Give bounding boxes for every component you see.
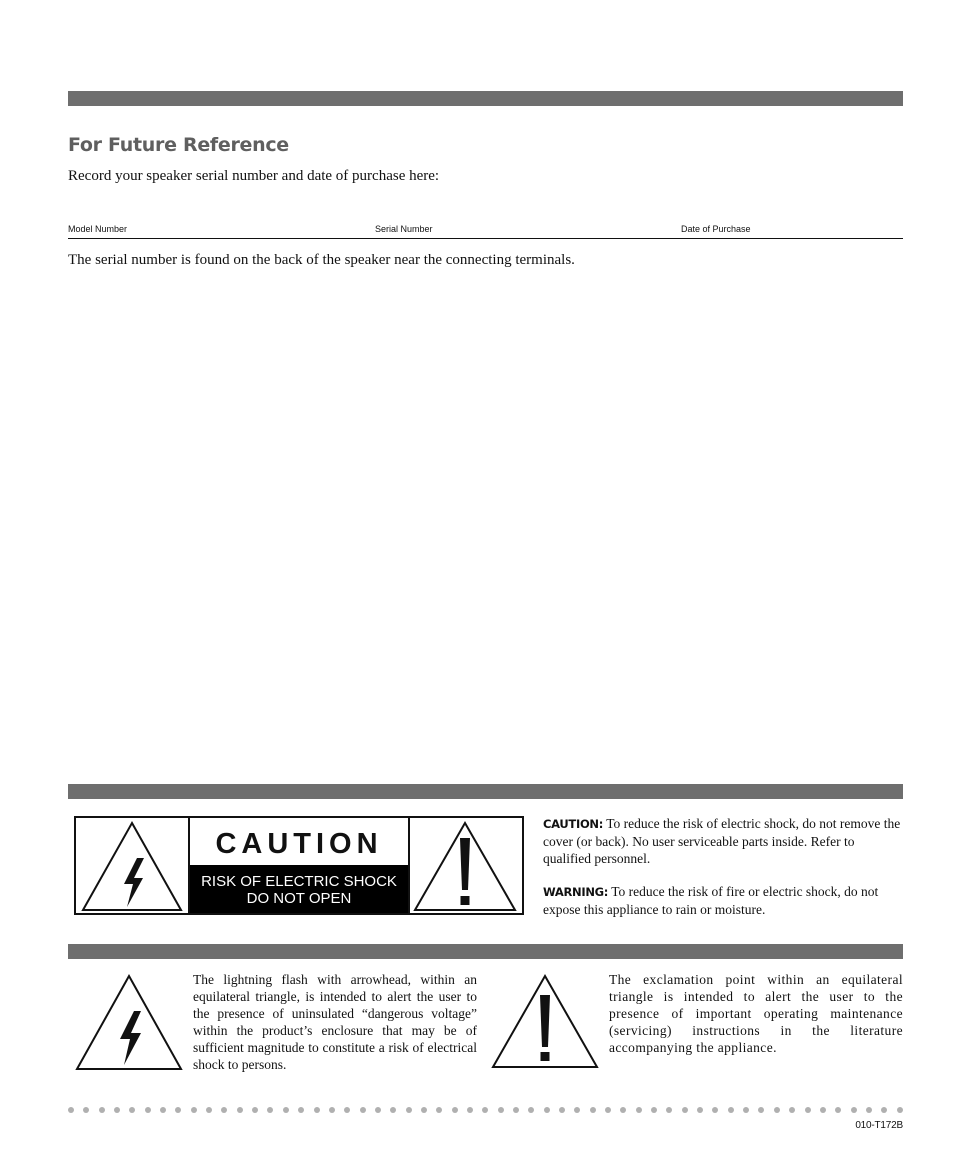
- rule-dot: [482, 1107, 488, 1113]
- rule-dot: [851, 1107, 857, 1113]
- rule-dot: [406, 1107, 412, 1113]
- warning-lead: WARNING:: [543, 885, 609, 899]
- exclamation-explanation: The exclamation point within an equilateral triangle is intended to alert the user to the presence of important operating maintenance (servicing) instructions in the literature accompanying the appliance.: [609, 972, 903, 1055]
- lightning-triangle-icon: [80, 820, 184, 912]
- rule-dot: [175, 1107, 181, 1113]
- model-number-label: Model Number: [68, 224, 128, 234]
- rule-dot: [114, 1107, 120, 1113]
- rule-dot: [206, 1107, 212, 1113]
- rule-dot: [605, 1107, 611, 1113]
- rule-dot: [436, 1107, 442, 1113]
- rule-dot: [866, 1107, 872, 1113]
- caution-band: [190, 865, 408, 913]
- rule-dot: [651, 1107, 657, 1113]
- rule-dot: [697, 1107, 703, 1113]
- caution-text: To reduce the risk of electric shock, do not remove the cover (or back). No user serviceable parts inside. Refer to qualified personnel.: [543, 816, 901, 866]
- rule-dot: [728, 1107, 734, 1113]
- rule-dot: [68, 1107, 74, 1113]
- rule-dot: [758, 1107, 764, 1113]
- rule-dot: [452, 1107, 458, 1113]
- rule-dot: [666, 1107, 672, 1113]
- rule-dot: [314, 1107, 320, 1113]
- rule-dot: [574, 1107, 580, 1113]
- rule-dot: [221, 1107, 227, 1113]
- rule-dot: [620, 1107, 626, 1113]
- rule-dot: [237, 1107, 243, 1113]
- exclamation-symbol-icon: [490, 973, 600, 1069]
- exclamation-triangle-icon: [412, 820, 518, 912]
- rule-dot: [881, 1107, 887, 1113]
- rule-dot: [590, 1107, 596, 1113]
- section-title: For Future Reference: [68, 134, 289, 156]
- rule-dot: [559, 1107, 565, 1113]
- caution-band-line-2: DO NOT OPEN: [246, 890, 352, 907]
- rule-dot: [544, 1107, 550, 1113]
- caution-word: CAUTION: [215, 828, 383, 860]
- lower-divider-bar: [68, 944, 903, 959]
- dotted-rule: [68, 1107, 903, 1115]
- top-divider-bar: [68, 91, 903, 106]
- caution-lead: CAUTION:: [543, 817, 604, 831]
- rule-dot: [421, 1107, 427, 1113]
- rule-dot: [467, 1107, 473, 1113]
- rule-dot: [805, 1107, 811, 1113]
- rule-dot: [360, 1107, 366, 1113]
- rule-dot: [636, 1107, 642, 1113]
- rule-dot: [682, 1107, 688, 1113]
- caution-band-line-1: RISK OF ELECTRIC SHOCK: [201, 873, 397, 890]
- rule-dot: [145, 1107, 151, 1113]
- rule-dot: [835, 1107, 841, 1113]
- warning-text: To reduce the risk of fire or electric shock, do not expose this appliance to rain or moisture.: [543, 884, 879, 917]
- rule-dot: [252, 1107, 258, 1113]
- rule-dot: [743, 1107, 749, 1113]
- rule-dot: [528, 1107, 534, 1113]
- rule-dot: [789, 1107, 795, 1113]
- caution-center-panel: [190, 818, 408, 913]
- lightning-symbol-icon: [74, 973, 184, 1071]
- rule-dot: [498, 1107, 504, 1113]
- rule-dot: [375, 1107, 381, 1113]
- rule-dot: [897, 1107, 903, 1113]
- record-field-row: [68, 224, 903, 239]
- caution-right-panel: [408, 818, 522, 913]
- rule-dot: [513, 1107, 519, 1113]
- rule-dot: [298, 1107, 304, 1113]
- rule-dot: [191, 1107, 197, 1113]
- date-of-purchase-label: Date of Purchase: [681, 224, 751, 234]
- rule-dot: [283, 1107, 289, 1113]
- middle-divider-bar: [68, 784, 903, 799]
- caution-label-box: [74, 816, 524, 915]
- document-number: 010-T172B: [855, 1120, 903, 1131]
- intro-text: Record your speaker serial number and date of purchase here:: [68, 168, 440, 184]
- serial-note: The serial number is found on the back of the speaker near the connecting terminals.: [68, 252, 575, 268]
- rule-dot: [329, 1107, 335, 1113]
- caution-notice: [543, 815, 903, 867]
- caution-left-panel: [76, 818, 190, 913]
- rule-dot: [267, 1107, 273, 1113]
- rule-dot: [712, 1107, 718, 1113]
- warning-notice: [543, 883, 903, 918]
- rule-dot: [160, 1107, 166, 1113]
- rule-dot: [344, 1107, 350, 1113]
- lightning-explanation: The lightning flash with arrowhead, within an equilateral triangle, is intended to alert the user to the presence of uninsulated “dangerous voltage” within the product’s enclosure that may be of sufficient magnitude to constitute a risk of electrical shock to persons.: [193, 972, 477, 1072]
- rule-dot: [99, 1107, 105, 1113]
- rule-dot: [774, 1107, 780, 1113]
- rule-dot: [820, 1107, 826, 1113]
- rule-dot: [83, 1107, 89, 1113]
- rule-dot: [390, 1107, 396, 1113]
- serial-number-label: Serial Number: [375, 224, 433, 234]
- rule-dot: [129, 1107, 135, 1113]
